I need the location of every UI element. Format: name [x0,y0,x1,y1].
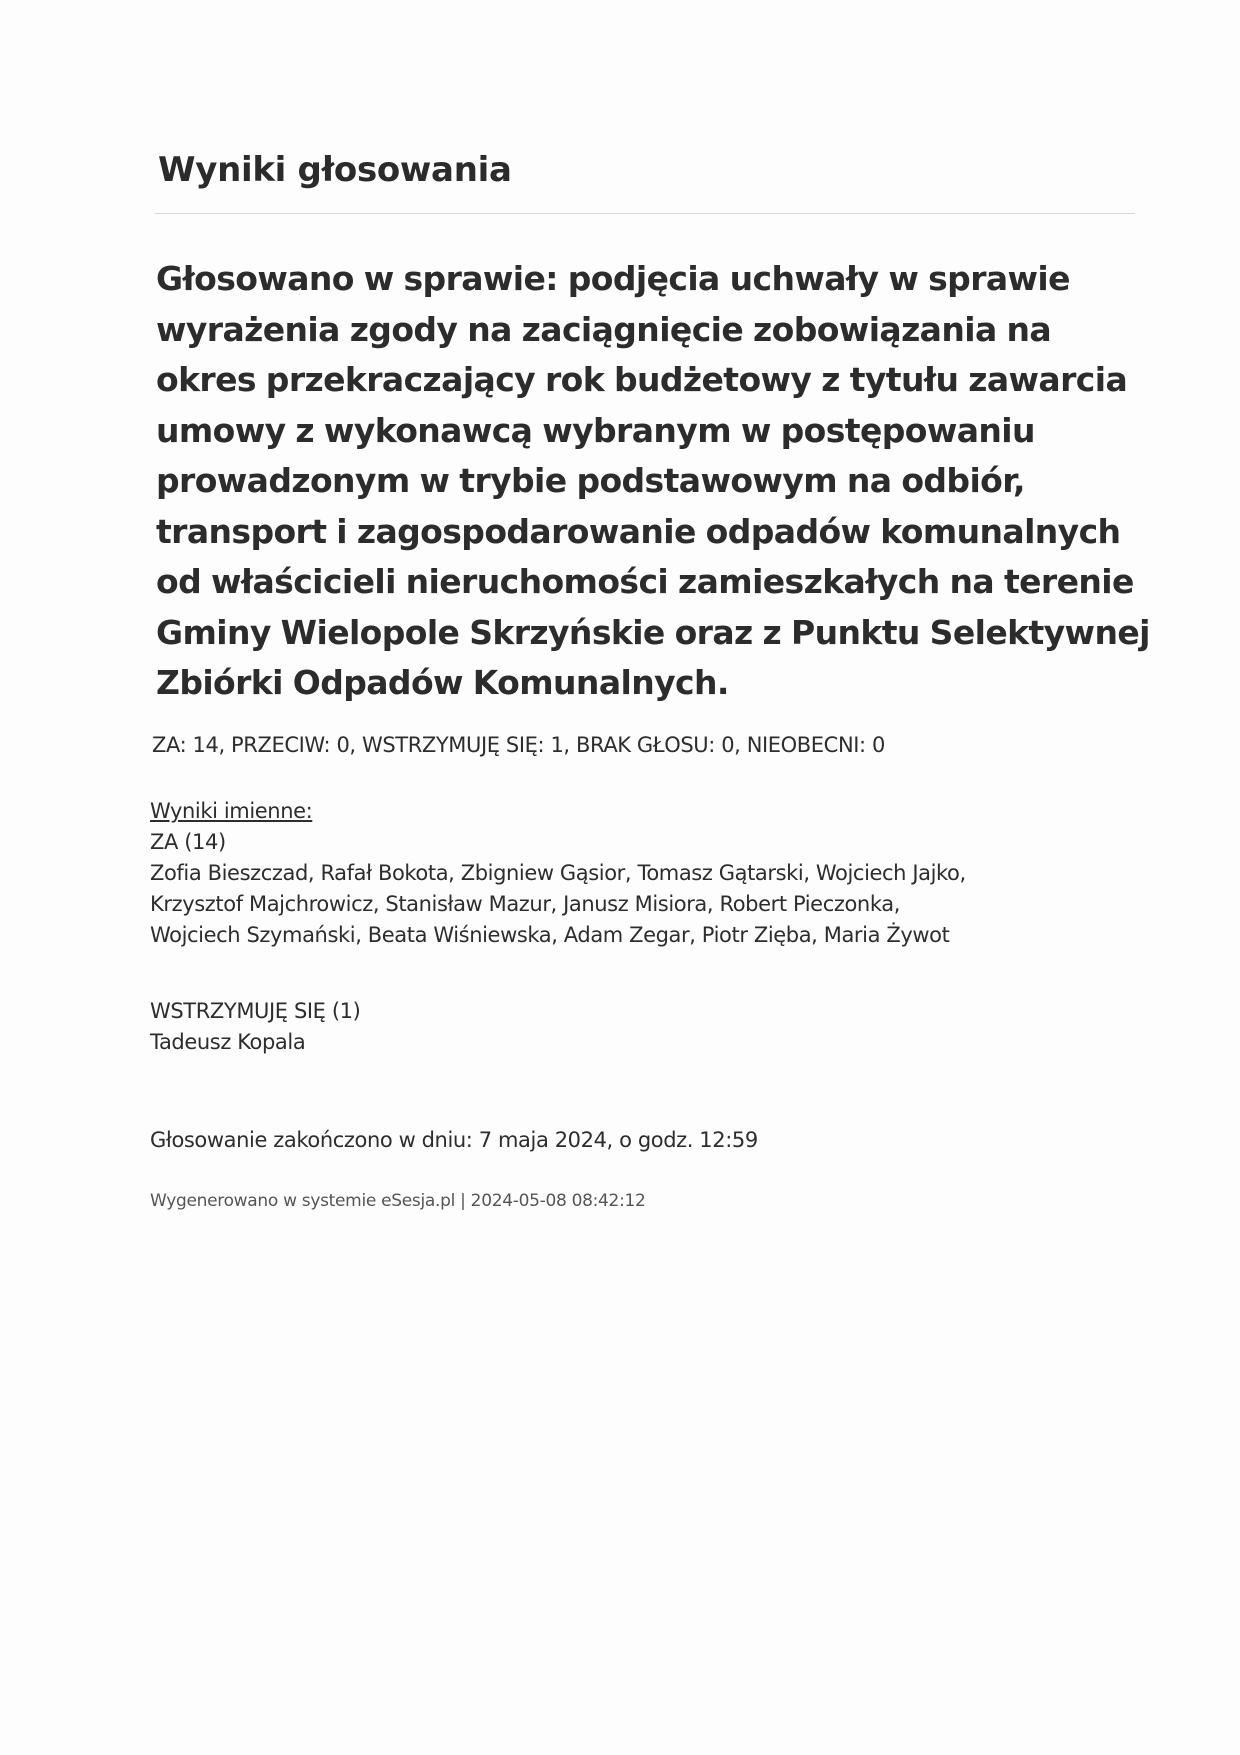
abstain-group-label: WSTRZYMUJĘ SIĘ (1) [150,999,361,1023]
vote-subject-line: transport i zagospodarowanie odpadów komunalnych [156,511,1121,551]
abstain-names-line: Tadeusz Kopala [150,1030,306,1054]
vote-subject-line: od właścicieli nieruchomości zamieszkałych na terenie [156,562,1134,601]
page-title: Wyniki głosowania [158,150,512,190]
vote-closed-timestamp: Głosowanie zakończono w dniu: 7 maja 2024, o godz. 12:59 [150,1128,758,1152]
vote-subject-line: prowadzonym w trybie podstawowym na odbiór, [156,461,1025,500]
vote-subject-line: Głosowano w sprawie: podjęcia uchwały w sprawie [156,259,1070,298]
vote-subject-line: Gminy Wielopole Skrzyńskie oraz z Punktu Selektywnej [156,612,1150,652]
named-results-heading: Wyniki imienne: [150,799,313,823]
for-names-line: Krzysztof Majchrowicz, Stanisław Mazur, Janusz Misiora, Robert Pieczonka, [150,892,900,916]
vote-subject-line: okres przekraczający rok budżetowy z tytułu zawarcia [156,360,1128,399]
abstain-group [150,996,360,1058]
vote-subject [156,254,1150,709]
vote-subject-line: Zbiórki Odpadów Komunalnych. [156,663,729,702]
for-names-line: Zofia Bieszczad, Rafał Bokota, Zbigniew Gąsior, Tomasz Gątarski, Wojciech Jajko, [150,861,966,885]
for-names-line: Wojciech Szymański, Beata Wiśniewska, Adam Zegar, Piotr Zięba, Maria Żywot [150,923,950,947]
vote-summary: ZA: 14, PRZECIW: 0, WSTRZYMUJĘ SIĘ: 1, BRAK GŁOSU: 0, NIEOBECNI: 0 [152,733,885,757]
named-results [150,796,966,951]
title-divider [155,213,1135,214]
vote-subject-line: wyrażenia zgody na zaciągnięcie zobowiązania na [156,309,1052,349]
vote-subject-line: umowy z wykonawcą wybranym w postępowaniu [156,410,1035,450]
for-group-label: ZA (14) [150,830,226,854]
generated-footer: Wygenerowano w systemie eSesja.pl | 2024-05-08 08:42:12 [150,1191,646,1211]
